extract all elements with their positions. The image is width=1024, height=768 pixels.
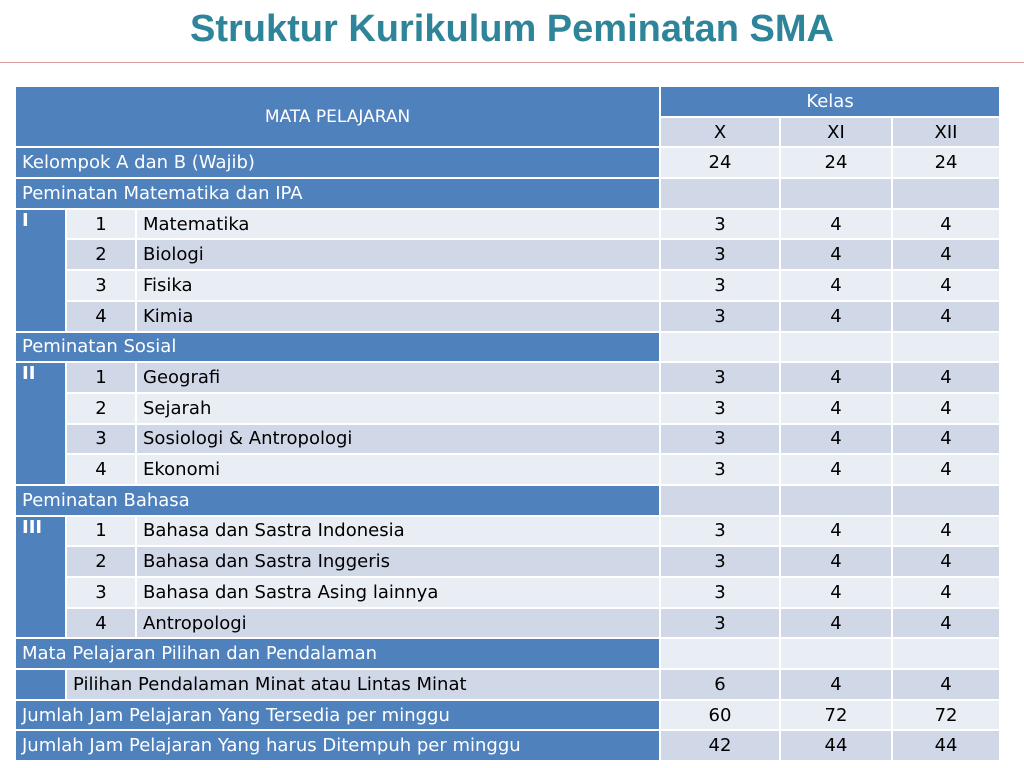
subject-hours: 4 [780, 546, 892, 577]
subject-hours: 3 [660, 454, 780, 485]
subject-hours: 3 [660, 270, 780, 301]
subject-row [15, 270, 1000, 301]
subject-row [15, 209, 1000, 240]
mata-pelajaran-header: MATA PELAJARAN [15, 86, 660, 147]
subject-hours: 4 [892, 239, 1000, 270]
subject-number: 1 [66, 516, 136, 547]
subject-name: Antropologi [136, 608, 660, 639]
empty-cell [780, 178, 892, 209]
subject-name: Ekonomi [136, 454, 660, 485]
pilihan-hours: 4 [780, 669, 892, 700]
subject-hours: 4 [892, 454, 1000, 485]
subject-number: 3 [66, 577, 136, 608]
empty-cell [892, 638, 1000, 669]
subject-hours: 3 [660, 362, 780, 393]
subject-row [15, 362, 1000, 393]
subject-hours: 4 [780, 209, 892, 240]
subject-number: 2 [66, 546, 136, 577]
total-hours: 44 [780, 730, 892, 761]
total-row [15, 730, 1000, 761]
subject-hours: 4 [892, 516, 1000, 547]
subject-hours: 4 [780, 239, 892, 270]
pilihan-hours: 6 [660, 669, 780, 700]
subject-row [15, 454, 1000, 485]
subject-row [15, 516, 1000, 547]
pilihan-header-row [15, 638, 1000, 669]
subject-hours: 4 [892, 546, 1000, 577]
subject-hours: 3 [660, 516, 780, 547]
pilihan-hours: 4 [892, 669, 1000, 700]
group-title: Peminatan Matematika dan IPA [15, 178, 660, 209]
empty-cell [660, 485, 780, 516]
subject-hours: 4 [892, 608, 1000, 639]
subject-number: 3 [66, 424, 136, 455]
subject-row [15, 577, 1000, 608]
group-roman-numeral: III [15, 516, 66, 639]
subject-name: Kimia [136, 301, 660, 332]
total-hours: 72 [780, 700, 892, 731]
subject-hours: 3 [660, 393, 780, 424]
subject-row [15, 424, 1000, 455]
total-hours: 72 [892, 700, 1000, 731]
empty-cell [892, 178, 1000, 209]
pilihan-row [15, 669, 1000, 700]
subject-name: Biologi [136, 239, 660, 270]
subject-name: Sejarah [136, 393, 660, 424]
kelas-header: Kelas [660, 86, 1000, 117]
empty-cell [660, 178, 780, 209]
total-row [15, 700, 1000, 731]
empty-cell [892, 485, 1000, 516]
subject-name: Matematika [136, 209, 660, 240]
group-roman-numeral: II [15, 362, 66, 485]
subject-name: Sosiologi & Antropologi [136, 424, 660, 455]
wajib-value: 24 [892, 147, 1000, 178]
subject-number: 4 [66, 454, 136, 485]
pilihan-name: Pilihan Pendalaman Minat atau Lintas Minat [66, 669, 660, 700]
subject-hours: 4 [892, 270, 1000, 301]
empty-cell [780, 485, 892, 516]
subject-hours: 3 [660, 424, 780, 455]
subject-name: Geografi [136, 362, 660, 393]
subject-name: Bahasa dan Sastra Inggeris [136, 546, 660, 577]
subject-hours: 4 [892, 577, 1000, 608]
group-title: Peminatan Bahasa [15, 485, 660, 516]
subject-number: 1 [66, 362, 136, 393]
subject-hours: 3 [660, 577, 780, 608]
empty-cell [780, 332, 892, 363]
group-header-row [15, 332, 1000, 363]
subject-hours: 4 [780, 393, 892, 424]
subject-row [15, 546, 1000, 577]
subject-name: Fisika [136, 270, 660, 301]
subject-hours: 4 [892, 424, 1000, 455]
subject-hours: 4 [892, 362, 1000, 393]
empty-cell [780, 638, 892, 669]
grade-header-x: X [660, 117, 780, 148]
grade-header-xi: XI [780, 117, 892, 148]
group-header-row [15, 178, 1000, 209]
pilihan-title: Mata Pelajaran Pilihan dan Pendalaman [15, 638, 660, 669]
subject-hours: 4 [780, 516, 892, 547]
subject-number: 2 [66, 393, 136, 424]
subject-hours: 4 [780, 362, 892, 393]
total-hours: 42 [660, 730, 780, 761]
subject-hours: 3 [660, 546, 780, 577]
subject-row [15, 608, 1000, 639]
subject-row [15, 301, 1000, 332]
wajib-row [15, 147, 1000, 178]
group-header-row [15, 485, 1000, 516]
page-title: Struktur Kurikulum Peminatan SMA [190, 8, 834, 50]
grade-header-xii: XII [892, 117, 1000, 148]
subject-hours: 4 [892, 393, 1000, 424]
subject-row [15, 393, 1000, 424]
subject-hours: 3 [660, 301, 780, 332]
pilihan-marker [15, 669, 66, 700]
subject-hours: 4 [780, 301, 892, 332]
subject-hours: 4 [892, 301, 1000, 332]
header-row [15, 86, 1000, 117]
curriculum-table-body [15, 86, 1000, 761]
wajib-value: 24 [660, 147, 780, 178]
subject-hours: 4 [892, 209, 1000, 240]
subject-hours: 4 [780, 424, 892, 455]
wajib-label: Kelompok A dan B (Wajib) [15, 147, 660, 178]
subject-hours: 4 [780, 577, 892, 608]
empty-cell [660, 638, 780, 669]
total-label: Jumlah Jam Pelajaran Yang Tersedia per minggu [15, 700, 660, 731]
subject-hours: 4 [780, 608, 892, 639]
total-hours: 44 [892, 730, 1000, 761]
subject-hours: 3 [660, 608, 780, 639]
subject-name: Bahasa dan Sastra Indonesia [136, 516, 660, 547]
subject-number: 2 [66, 239, 136, 270]
subject-number: 4 [66, 301, 136, 332]
total-label: Jumlah Jam Pelajaran Yang harus Ditempuh per minggu [15, 730, 660, 761]
subject-number: 1 [66, 209, 136, 240]
group-roman-numeral: I [15, 209, 66, 332]
total-hours: 60 [660, 700, 780, 731]
subject-hours: 3 [660, 239, 780, 270]
subject-row [15, 239, 1000, 270]
subject-hours: 4 [780, 454, 892, 485]
empty-cell [660, 332, 780, 363]
curriculum-table [14, 85, 1001, 762]
empty-cell [892, 332, 1000, 363]
wajib-value: 24 [780, 147, 892, 178]
title-divider [0, 62, 1024, 63]
subject-hours: 3 [660, 209, 780, 240]
subject-name: Bahasa dan Sastra Asing lainnya [136, 577, 660, 608]
subject-number: 4 [66, 608, 136, 639]
subject-number: 3 [66, 270, 136, 301]
subject-hours: 4 [780, 270, 892, 301]
group-title: Peminatan Sosial [15, 332, 660, 363]
